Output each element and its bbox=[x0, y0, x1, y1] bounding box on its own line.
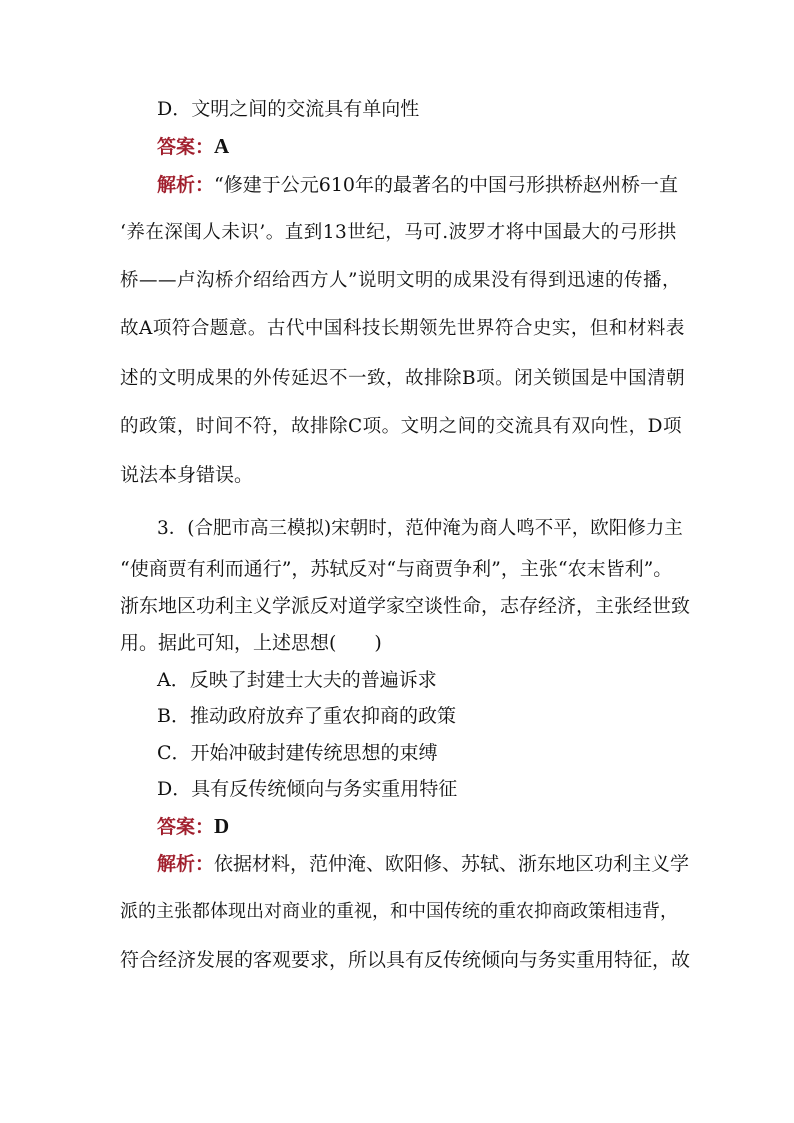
q3-answer bbox=[157, 816, 229, 837]
q2-answer-value: A bbox=[214, 134, 230, 158]
q3-option-a: A．反映了封建士大夫的普遍诉求 bbox=[157, 669, 437, 691]
q2-analysis-line-3: 桥——卢沟桥介绍给西方人”说明文明的成果没有得到迅速的传播， bbox=[120, 270, 681, 291]
q3-analysis-text-1: 依据材料，范仲淹、欧阳修、苏轼、浙东地区功利主义学 bbox=[214, 853, 690, 875]
q3-answer-value: D bbox=[214, 814, 230, 838]
q2-answer bbox=[157, 136, 229, 157]
q3-stem-line-3: 浙东地区功利主义学派反对道学家空谈性命，志存经济，主张经世致 bbox=[120, 595, 691, 617]
q3-answer-label: 答案： bbox=[157, 816, 215, 838]
q3-option-b: B．推动政府放弃了重农抑商的政策 bbox=[157, 705, 456, 727]
q2-answer-label: 答案： bbox=[157, 136, 215, 158]
q3-stem-line-1: 3．(合肥市高三模拟)宋朝时，范仲淹为商人鸣不平，欧阳修力主 bbox=[157, 518, 683, 539]
q2-analysis-line-4: 故A项符合题意。古代中国科技长期领先世界符合史实，但和材料表 bbox=[120, 318, 685, 339]
q3-analysis-line-2: 派的主张都体现出对商业的重视，和中国传统的重农抑商政策相违背， bbox=[120, 901, 678, 922]
q2-analysis-line-5: 述的文明成果的外传延迟不一致，故排除B项。闭关锁国是中国清朝 bbox=[120, 368, 686, 389]
q2-analysis-line-2: ‘养在深闺人未识’。直到13世纪，马可.波罗才将中国最大的弓形拱 bbox=[120, 222, 677, 243]
q2-analysis-text-1: “修建于公元610年的最著名的中国弓形拱桥赵州桥一直 bbox=[214, 174, 678, 196]
q3-analysis-line-1 bbox=[157, 855, 689, 874]
q3-stem-line-4: 用。据此可知，上述思想( ) bbox=[120, 632, 382, 654]
q2-analysis-line-1 bbox=[157, 176, 678, 195]
q2-analysis-label: 解析： bbox=[157, 174, 215, 196]
q3-stem-line-2: “使商贾有利而通行”，苏轼反对“与商贾争利”，主张“农末皆利”。 bbox=[120, 558, 673, 580]
q2-analysis-line-7: 说法本身错误。 bbox=[120, 464, 254, 486]
q2-analysis-line-6: 的政策，时间不符，故排除C项。文明之间的交流具有双向性，D项 bbox=[120, 416, 682, 437]
q3-analysis-line-3: 符合经济发展的客观要求，所以具有反传统倾向与务实重用特征，故 bbox=[120, 949, 691, 971]
q3-analysis-label: 解析： bbox=[157, 853, 215, 875]
q3-option-c: C．开始冲破封建传统思想的束缚 bbox=[157, 742, 438, 764]
q2-option-d: D．文明之间的交流具有单向性 bbox=[157, 98, 420, 120]
q3-option-d: D．具有反传统倾向与务实重用特征 bbox=[157, 778, 458, 800]
